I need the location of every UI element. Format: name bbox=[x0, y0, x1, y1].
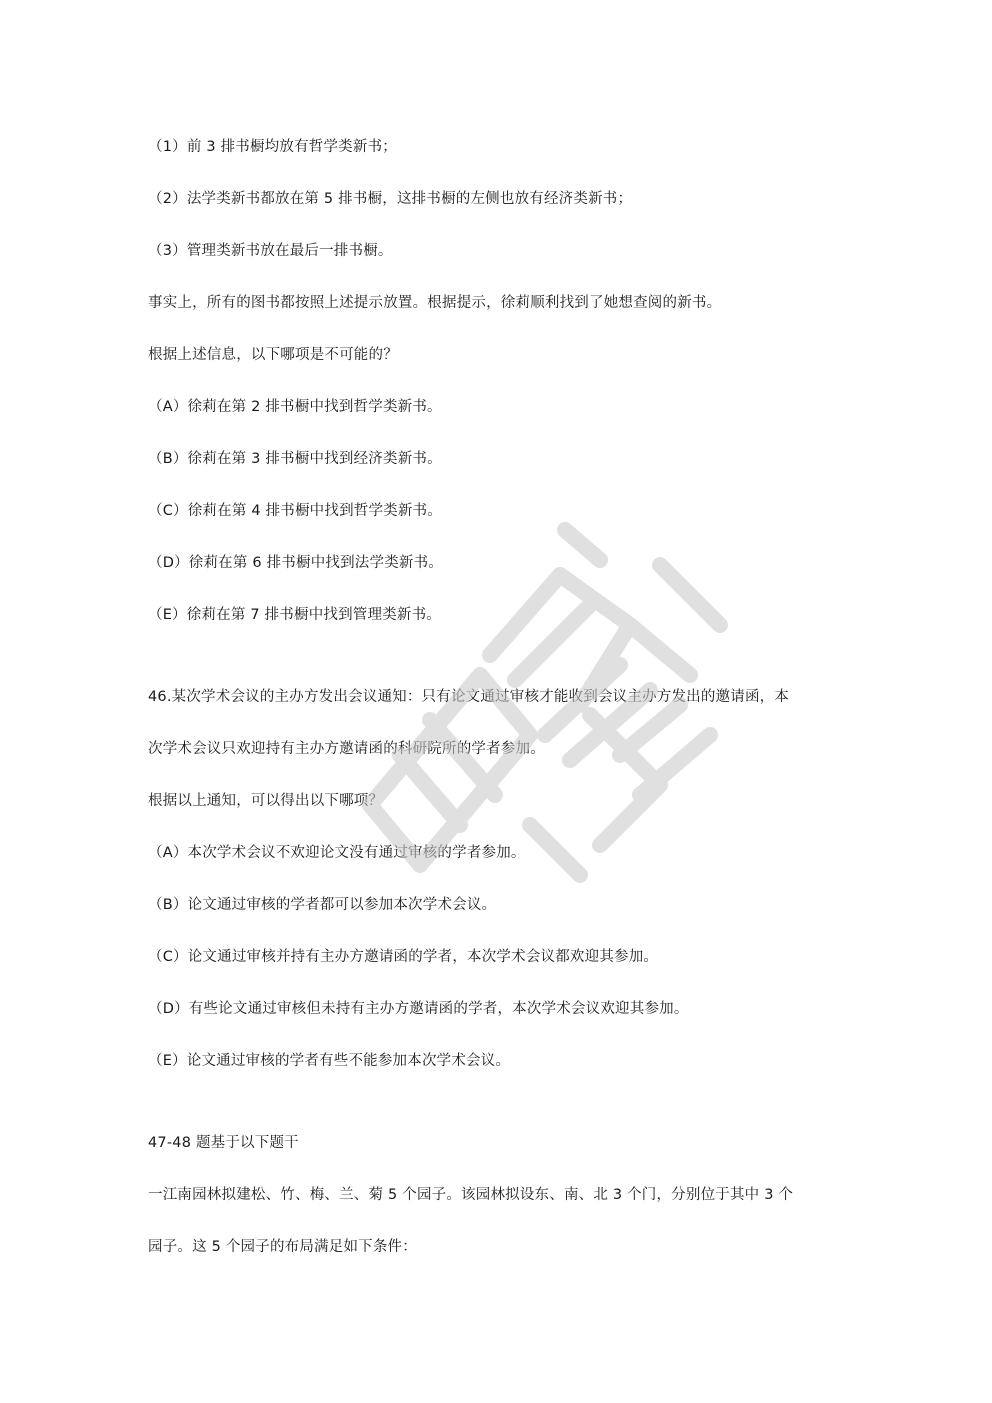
question-46-stem-line-1: 46.某次学术会议的主办方发出会议通知：只有论文通过审核才能收到会议主办方发出的邀请函，本 bbox=[148, 689, 790, 705]
option-46-d: （D）有些论文通过审核但未持有主办方邀请函的学者，本次学术会议欢迎其参加。 bbox=[148, 1001, 689, 1017]
fact-statement: 事实上，所有的图书都按照上述提示放置。根据提示，徐莉顺利找到了她想查阅的新书。 bbox=[148, 295, 722, 311]
stem-47-48-line-1: 一江南园林拟建松、竹、梅、兰、菊 5 个园子。该园林拟设东、南、北 3 个门，分别位于其中 3 个 bbox=[148, 1187, 794, 1203]
option-45-e: （E）徐莉在第 7 排书橱中找到管理类新书。 bbox=[148, 607, 442, 623]
question-46-prompt: 根据以上通知，可以得出以下哪项？ bbox=[148, 793, 384, 809]
question-46-stem-line-2: 次学术会议只欢迎持有主办方邀请函的科研院所的学者参加。 bbox=[148, 741, 545, 757]
stem-47-48-line-2: 园子。这 5 个园子的布局满足如下条件： bbox=[148, 1239, 417, 1255]
question-45: 根据上述信息，以下哪项是不可能的？ bbox=[148, 347, 398, 363]
condition-1: （1）前 3 排书橱均放有哲学类新书； bbox=[148, 139, 397, 155]
condition-3: （3）管理类新书放在最后一排书橱。 bbox=[148, 243, 393, 259]
option-46-c: （C）论文通过审核并持有主办方邀请函的学者，本次学术会议都欢迎其参加。 bbox=[148, 949, 659, 965]
option-46-a: （A）本次学术会议不欢迎论文没有通过审核的学者参加。 bbox=[148, 845, 526, 861]
option-45-a: （A）徐莉在第 2 排书橱中找到哲学类新书。 bbox=[148, 399, 442, 415]
option-45-d: （D）徐莉在第 6 排书橱中找到法学类新书。 bbox=[148, 555, 444, 571]
condition-2: （2）法学类新书都放在第 5 排书橱，这排书橱的左侧也放有经济类新书； bbox=[148, 191, 633, 207]
option-45-b: （B）徐莉在第 3 排书橱中找到经济类新书。 bbox=[148, 451, 442, 467]
option-45-c: （C）徐莉在第 4 排书橱中找到哲学类新书。 bbox=[148, 503, 442, 519]
section-heading-47-48: 47-48 题基于以下题干 bbox=[148, 1135, 299, 1151]
option-46-e: （E）论文通过审核的学者有些不能参加本次学术会议。 bbox=[148, 1053, 511, 1069]
option-46-b: （B）论文通过审核的学者都可以参加本次学术会议。 bbox=[148, 897, 497, 913]
